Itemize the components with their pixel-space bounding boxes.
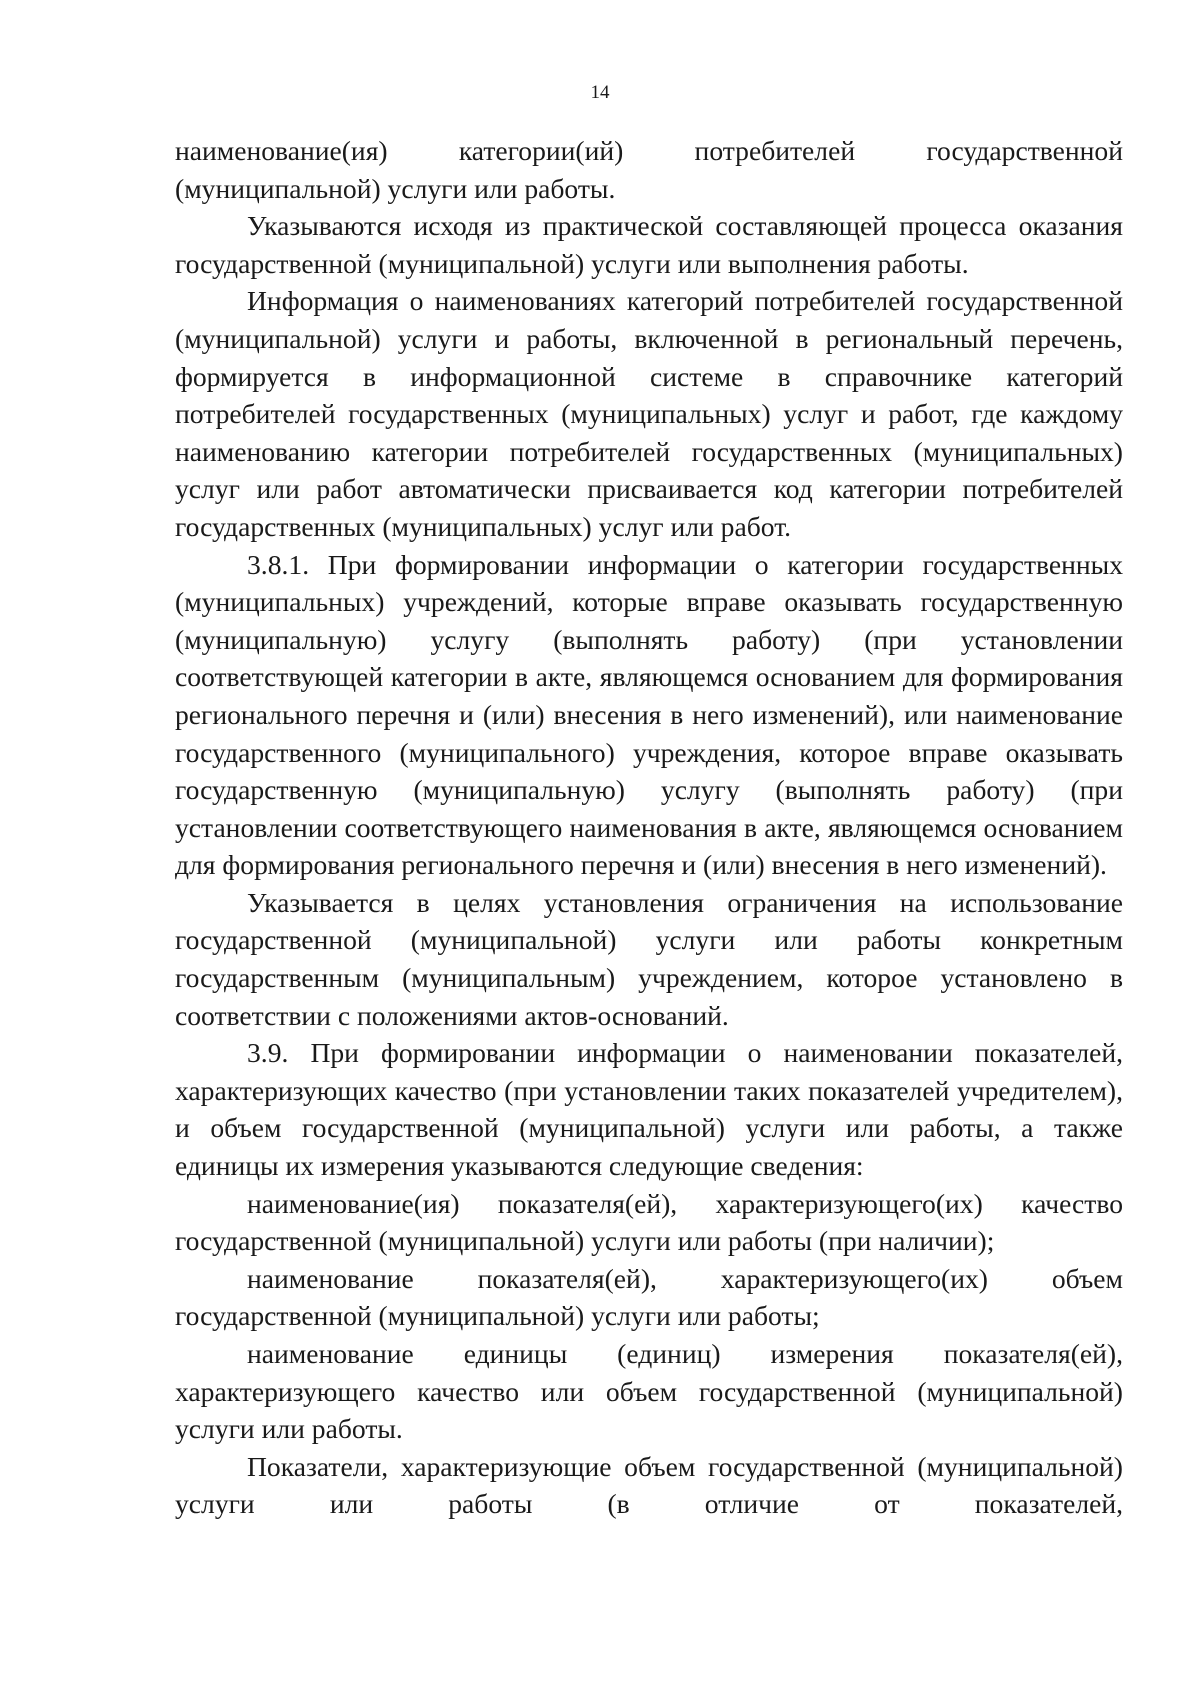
list-item-quality-indicator: наименование(ия) показателя(ей), характеризующего(их) качество государственной (муниципальной) услуги или работы (при наличии); — [175, 1187, 1123, 1257]
list-item-measurement-unit: наименование единицы (единиц) измерения показателя(ей), характеризующего качество или объем государственной (муниципальной) услуги или работы. — [175, 1338, 1123, 1445]
paragraph-continuation: наименование(ия) категории(ий) потребителей государственной (муниципальной) услуги или работы. — [175, 135, 1123, 204]
page-number: 14 — [590, 82, 610, 103]
paragraph: Указывается в целях установления ограничения на использование государственной (муниципальной) услуги или работы конкретным государственным (муниципальным) учреждением, которое установлено в соответствии с положениями актов-оснований. — [175, 886, 1123, 1031]
paragraph-continues-next-page: Показатели, характеризующие объем государственной (муниципальной) услуги или работы (в отличие от показателей, — [175, 1450, 1123, 1520]
paragraph: Указываются исходя из практической составляющей процесса оказания государственной (муниципальной) услуги или выполнения работы. — [175, 210, 1123, 279]
document-body — [175, 132, 1123, 1523]
paragraph-section-3-8-1: 3.8.1. При формировании информации о категории государственных (муниципальных) учреждений, которые вправе оказывать государственную (муниципальную) услугу (выполнять работу) (при установлении соответствующей категории в акте, являющемся основанием для формирования регионального перечня и (или) внесения в него изменений), или наименование государственного (муниципального) учреждения, которое вправе оказывать государственную (муниципальную) услугу (выполнять работу) (при установлении соответствующего наименования в акте, являющемся основанием для формирования регионального перечня и (или) внесения в него изменений). — [175, 548, 1123, 881]
paragraph: Информация о наименованиях категорий потребителей государственной (муниципальной) услуги и работы, включенной в региональный перечень, формируется в информационной системе в справочнике категорий потребителей государственных (муниципальных) услуг и работ, где каждому наименованию категории потребителей государственных (муниципальных) услуг или работ автоматически присваивается код категории потребителей государственных (муниципальных) услуг или работ. — [175, 285, 1123, 542]
paragraph-section-3-9: 3.9. При формировании информации о наименовании показателей, характеризующих качество (при установлении таких показателей учредителем), и объем государственной (муниципальной) услуги или работы, а также единицы их измерения указываются следующие сведения: — [175, 1037, 1123, 1182]
list-item-volume-indicator: наименование показателя(ей), характеризующего(их) объем государственной (муниципальной) услуги или работы; — [175, 1262, 1123, 1332]
